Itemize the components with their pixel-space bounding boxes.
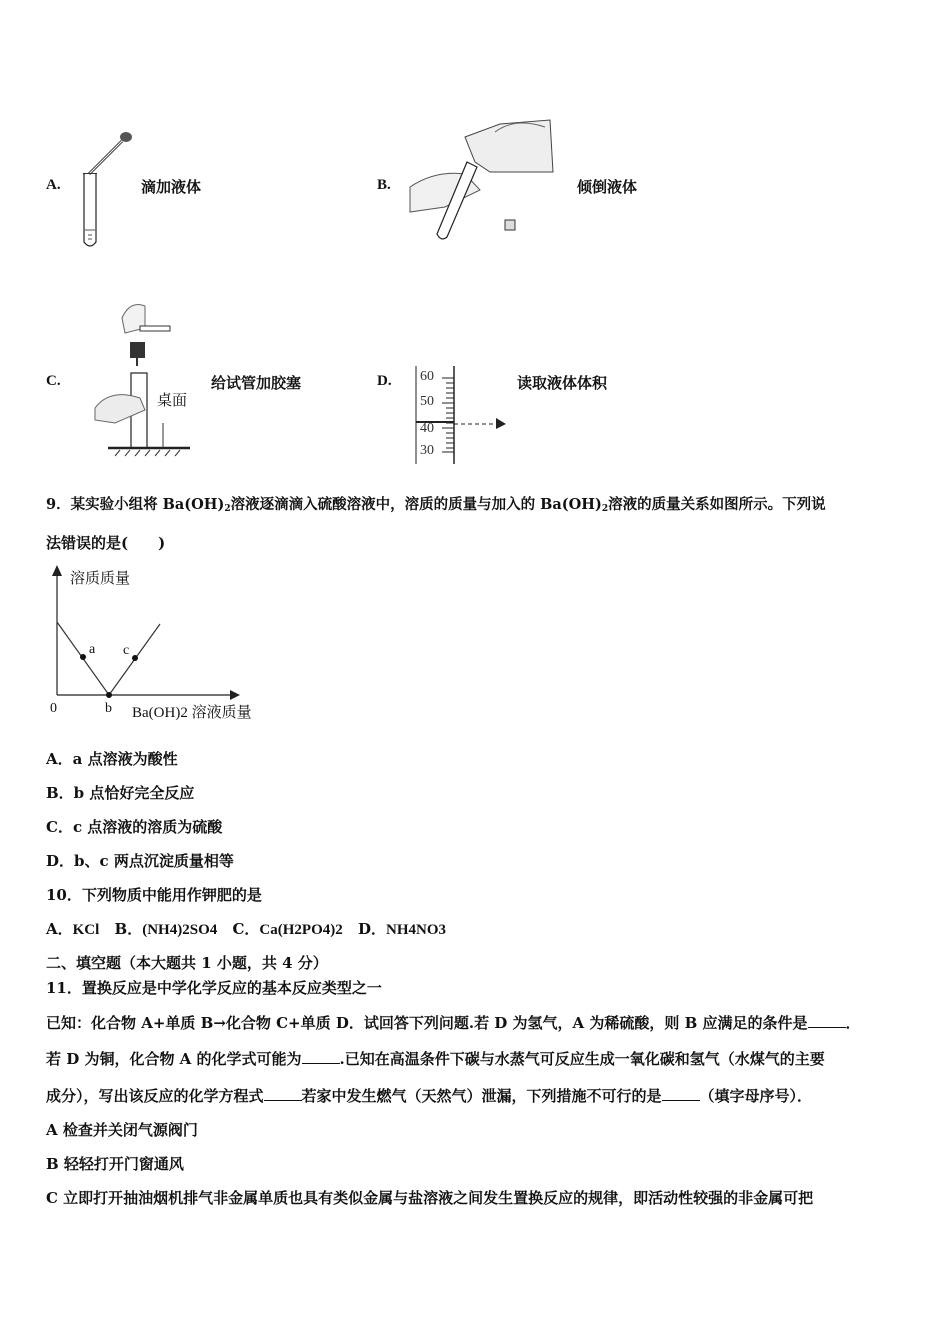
question-11-para3: 成分），写出该反应的化学方程式 若家中发生燃气（天然气）泄漏，下列措施不可行的是 （填字母序号）． — [46, 1087, 813, 1105]
question-9-stem-line2: 法错误的是( ) — [46, 534, 166, 552]
point-a-label: a — [89, 642, 96, 657]
dropper-test-tube-figure — [75, 130, 135, 255]
option-b-label: 倾倒液体 — [577, 178, 638, 196]
scale-tick-50: 50 — [420, 394, 434, 409]
q9-option-a: A．a 点溶液为酸性 — [46, 750, 178, 768]
option-d-label: 读取液体体积 — [517, 374, 608, 392]
q9-option-c: C．c 点溶液的溶质为硫酸 — [46, 818, 223, 836]
point-c-label: c — [123, 643, 130, 658]
question-9-stem-line1: 9．某实验小组将 $Ba(OH)_2$溶液逐滴滴入硫酸溶液中，溶质的质量与加入的 $Ba(OH)_2$溶液的质量关系如图所示。下列说 — [46, 496, 826, 514]
option-a-label: 滴加液体 — [141, 178, 202, 196]
q10-option-c-letter: C． — [232, 920, 260, 938]
scale-tick-40: 40 — [420, 421, 434, 436]
option-d-letter: D. — [377, 373, 392, 389]
chart-y-axis-label: 溶质质量 — [70, 569, 131, 587]
q11-option-b: B 轻轻打开门窗通风 — [46, 1155, 184, 1173]
q10-option-b-letter: B． — [114, 920, 143, 938]
question-10-options — [46, 919, 446, 940]
answer-blank-3[interactable] — [264, 1088, 302, 1101]
q10-option-d-letter: D． — [357, 920, 386, 938]
scale-tick-60: 60 — [420, 369, 434, 384]
question-11-para1: 已知：化合物 A+单质 B→化合物 C+单质 D．试回答下列问题.若 D 为氢气，A 为稀硫酸，则 B 应满足的条件是 ． — [46, 1014, 861, 1032]
chart-x-axis-label: Ba(OH)2 溶液质量 — [132, 705, 252, 721]
q10-option-c: Ca(H2PO4)2 — [259, 922, 343, 938]
question-11-para2: 若 D 为铜，化合物 A 的化学式可能为 .已知在高温条件下碳与水蒸气可反应生成一氧化碳和氢气（水煤气的主要 — [46, 1050, 825, 1068]
section-2-heading: 二、填空题（本大题共 1 小题，共 4 分） — [46, 954, 328, 972]
answer-blank-1[interactable] — [808, 1015, 846, 1028]
answer-blank-4[interactable] — [662, 1088, 700, 1101]
q11-option-c: C 立即打开抽油烟机排气非金属单质也具有类似金属与盐溶液之间发生置换反应的规律，即活动性较强的非金属可把 — [46, 1189, 814, 1207]
option-c-label: 给试管加胶塞 — [211, 374, 302, 392]
q9-option-b: B．b 点恰好完全反应 — [46, 784, 195, 802]
option-c-letter: C. — [46, 373, 61, 389]
question-10-stem: 10．下列物质中能用作钾肥的是 — [46, 886, 262, 904]
pouring-liquid-figure — [405, 112, 560, 242]
q9-option-d: D．b、c 两点沉淀质量相等 — [46, 852, 234, 870]
chart-origin-label: 0 — [50, 701, 57, 716]
q10-option-a: KCl — [72, 922, 100, 938]
answer-blank-2[interactable] — [302, 1051, 340, 1064]
q10-option-b: (NH4)2SO4 — [142, 922, 218, 938]
scale-tick-30: 30 — [420, 443, 434, 458]
option-a-letter: A. — [46, 177, 61, 193]
option-b-letter: B. — [377, 177, 391, 193]
desk-surface-label: 桌面 — [157, 391, 188, 409]
point-b-label: b — [105, 701, 112, 716]
q11-option-a: A 检查并关闭气源阀门 — [46, 1121, 198, 1139]
question-11-stem: 11．置换反应是中学化学反应的基本反应类型之一 — [46, 979, 382, 997]
q10-option-d: NH4NO3 — [386, 922, 446, 938]
stoppering-test-tube-figure — [90, 298, 190, 453]
q10-option-a-letter: A． — [46, 920, 73, 938]
